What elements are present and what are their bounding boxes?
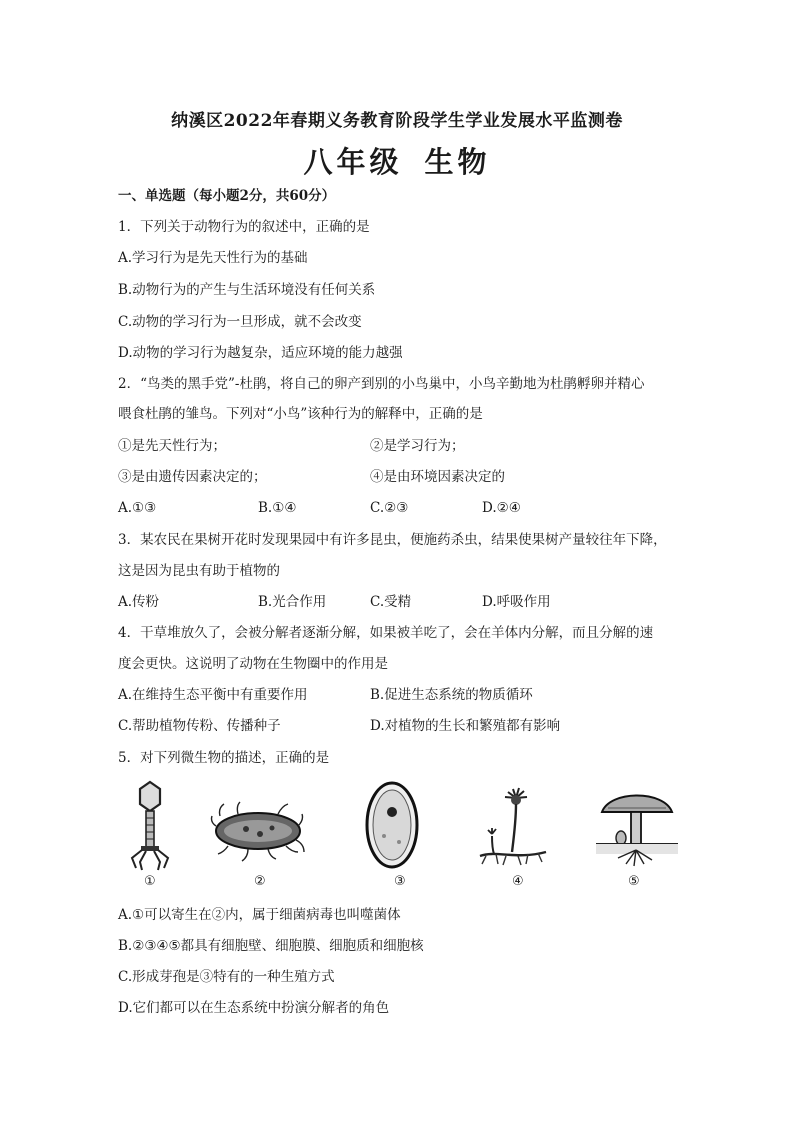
figure-label-5: ⑤ [628,874,640,889]
q5-option-a: A.①可以寄生在②内，属于细菌病毒也叫噬菌体 [118,907,401,923]
q2-statement-3: ③是由遗传因素决定的； [118,469,267,485]
q2-stem-line2: 喂食杜鹃的雏鸟。下列对“小鸟”该种行为的解释中，正确的是 [118,406,483,422]
figure-label-2: ② [254,874,266,889]
figure-label-3: ③ [394,874,406,889]
q5-stem: 5．对下列微生物的描述，正确的是 [118,750,330,766]
q3-option-d: D.呼吸作用 [482,594,551,610]
microorganism-figure [118,778,678,893]
section-heading: 一、单选题（每小题2分，共60分） [118,188,336,204]
q3-stem-line1: 3．某农民在果树开花时发现果园中有许多昆虫，便施药杀虫，结果使果树产量较往年下降， [118,532,667,548]
q4-stem-line1: 4．干草堆放久了，会被分解者逐渐分解，如果被羊吃了，会在羊体内分解，而且分解的速 [118,625,654,641]
q3-option-a: A.传粉 [118,594,160,610]
q5-option-b: B.②③④⑤都具有细胞壁、细胞膜、细胞质和细胞核 [118,938,424,954]
q4-option-d: D.对植物的生长和繁殖都有影响 [370,718,561,734]
q1-option-b: B.动物行为的产生与生活环境没有任何关系 [118,282,376,298]
q2-stem-line1: 2．“鸟类的黑手党”-杜鹃，将自己的卵产到别的小鸟巢中，小鸟辛勤地为杜鹃孵卵并精心 [118,376,645,392]
q4-stem-line2: 度会更快。这说明了动物在生物圈中的作用是 [118,656,388,672]
q2-option-c: C.②③ [370,500,409,516]
q1-option-c: C.动物的学习行为一旦形成，就不会改变 [118,314,362,330]
q2-option-d: D.②④ [482,500,521,516]
q3-option-c: C.受精 [370,594,412,610]
exam-subtitle [0,140,794,181]
q2-statement-2: ②是学习行为； [370,438,465,454]
q4-option-a: A.在维持生态平衡中有重要作用 [118,687,308,703]
q2-statement-1: ①是先天性行为； [118,438,226,454]
q2-statement-4: ④是由环境因素决定的 [370,469,505,485]
bacterium-icon [208,796,308,866]
q5-option-d: D.它们都可以在生态系统中扮演分解者的角色 [118,1000,390,1016]
q4-option-c: C.帮助植物传粉、传播种子 [118,718,281,734]
q5-option-c: C.形成芽孢是③特有的一种生殖方式 [118,969,335,985]
exam-title: 纳溪区2022年春期义务教育阶段学生学业发展水平监测卷 [171,111,623,131]
yeast-cell-icon [362,778,422,873]
figure-label-4: ④ [512,874,524,889]
q4-option-b: B.促进生态系统的物质循环 [370,687,533,703]
q1-option-d: D.动物的学习行为越复杂，适应环境的能力越强 [118,345,403,361]
subject-label: 生物 [424,145,491,179]
q1-stem: 1．下列关于动物行为的叙述中，正确的是 [118,219,370,235]
q3-option-b: B.光合作用 [258,594,327,610]
grade-label: 八年级 [303,145,403,179]
mold-icon [476,786,550,871]
q3-stem-line2: 这是因为昆虫有助于植物的 [118,563,280,579]
q2-option-b: B.①④ [258,500,297,516]
figure-label-1: ① [144,874,156,889]
q2-option-a: A.①③ [118,500,157,516]
mushroom-icon [596,782,678,872]
q1-option-a: A.学习行为是先天性行为的基础 [118,250,308,266]
bacteriophage-icon [120,778,180,873]
